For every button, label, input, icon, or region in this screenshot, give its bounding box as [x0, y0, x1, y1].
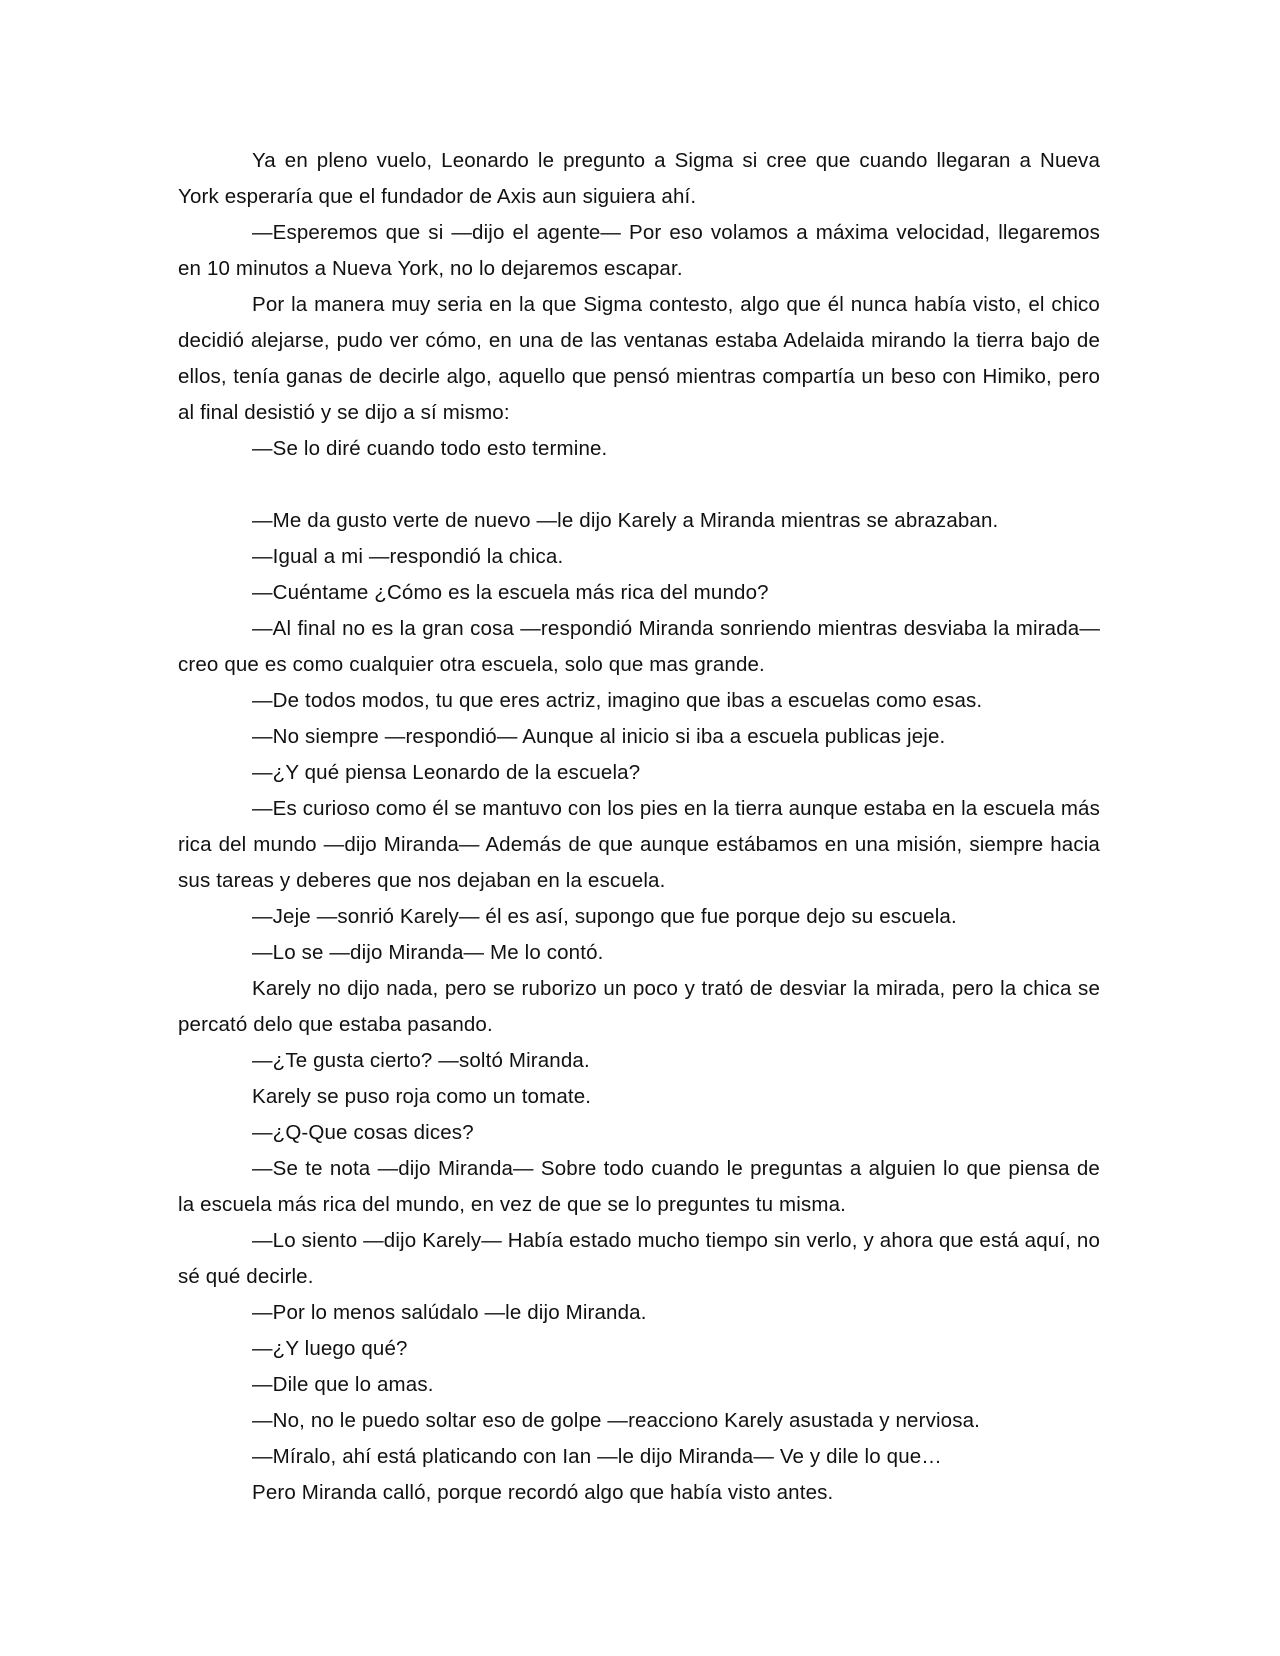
paragraph: —Esperemos que si —dijo el agente— Por eso volamos a máxima velocidad, llegaremos en 10 minutos a Nueva York, no lo dejaremos escapar. — [178, 221, 1100, 280]
paragraph: Karely se puso roja como un tomate. — [252, 1085, 592, 1108]
paragraph: —Cuéntame ¿Cómo es la escuela más rica del mundo? — [252, 581, 769, 604]
paragraph: Por la manera muy seria en la que Sigma contesto, algo que él nunca había visto, el chico decidió alejarse, pudo ver cómo, en una de las ventanas estaba Adelaida mirando la tierra bajo de ellos, tenía ganas de decirle algo, aquello que pensó mientras compartía un beso con Himiko, pero al final desistió y se dijo a sí mismo: — [178, 293, 1100, 424]
scene-break — [178, 467, 1100, 503]
paragraph: —Se lo diré cuando todo esto termine. — [252, 437, 608, 460]
paragraph: Pero Miranda calló, porque recordó algo que había visto antes. — [252, 1481, 834, 1504]
paragraph: —Lo siento —dijo Karely— Había estado mucho tiempo sin verlo, y ahora que está aquí, no sé qué decirle. — [178, 1229, 1100, 1288]
paragraph: —No siempre —respondió— Aunque al inicio si iba a escuela publicas jeje. — [252, 725, 946, 748]
paragraph: —De todos modos, tu que eres actriz, imagino que ibas a escuelas como esas. — [252, 689, 983, 712]
paragraph: —Es curioso como él se mantuvo con los pies en la tierra aunque estaba en la escuela más rica del mundo —dijo Miranda— Además de que aunque estábamos en una misión, siempre hacia sus tareas y deberes que nos dejaban en la escuela. — [178, 797, 1100, 892]
paragraph: —¿Y luego qué? — [252, 1337, 408, 1360]
paragraph: Karely no dijo nada, pero se ruborizo un poco y trató de desviar la mirada, pero la chica se percató delo que estaba pasando. — [178, 977, 1100, 1036]
paragraph: —Por lo menos salúdalo —le dijo Miranda. — [252, 1301, 647, 1324]
document-body — [178, 143, 1100, 1511]
paragraph: —Me da gusto verte de nuevo —le dijo Karely a Miranda mientras se abrazaban. — [252, 509, 999, 532]
paragraph: Ya en pleno vuelo, Leonardo le pregunto a Sigma si cree que cuando llegaran a Nueva York esperaría que el fundador de Axis aun siguiera ahí. — [178, 149, 1100, 208]
paragraph: —Dile que lo amas. — [252, 1373, 434, 1396]
paragraph: —Se te nota —dijo Miranda— Sobre todo cuando le preguntas a alguien lo que piensa de la escuela más rica del mundo, en vez de que se lo preguntes tu misma. — [178, 1157, 1100, 1216]
paragraph: —Igual a mi —respondió la chica. — [252, 545, 564, 568]
paragraph: —¿Te gusta cierto? —soltó Miranda. — [252, 1049, 590, 1072]
paragraph: —Míralo, ahí está platicando con Ian —le dijo Miranda— Ve y dile lo que… — [252, 1445, 942, 1468]
paragraph: —Lo se —dijo Miranda— Me lo contó. — [252, 941, 604, 964]
paragraph: —Jeje —sonrió Karely— él es así, supongo que fue porque dejo su escuela. — [252, 905, 957, 928]
paragraph: —¿Q-Que cosas dices? — [252, 1121, 474, 1144]
paragraph: —Al final no es la gran cosa —respondió Miranda sonriendo mientras desviaba la mirada— creo que es como cualquier otra escuela, solo que mas grande. — [178, 617, 1100, 676]
paragraph: —No, no le puedo soltar eso de golpe —reacciono Karely asustada y nerviosa. — [252, 1409, 981, 1432]
paragraph: —¿Y qué piensa Leonardo de la escuela? — [252, 761, 641, 784]
